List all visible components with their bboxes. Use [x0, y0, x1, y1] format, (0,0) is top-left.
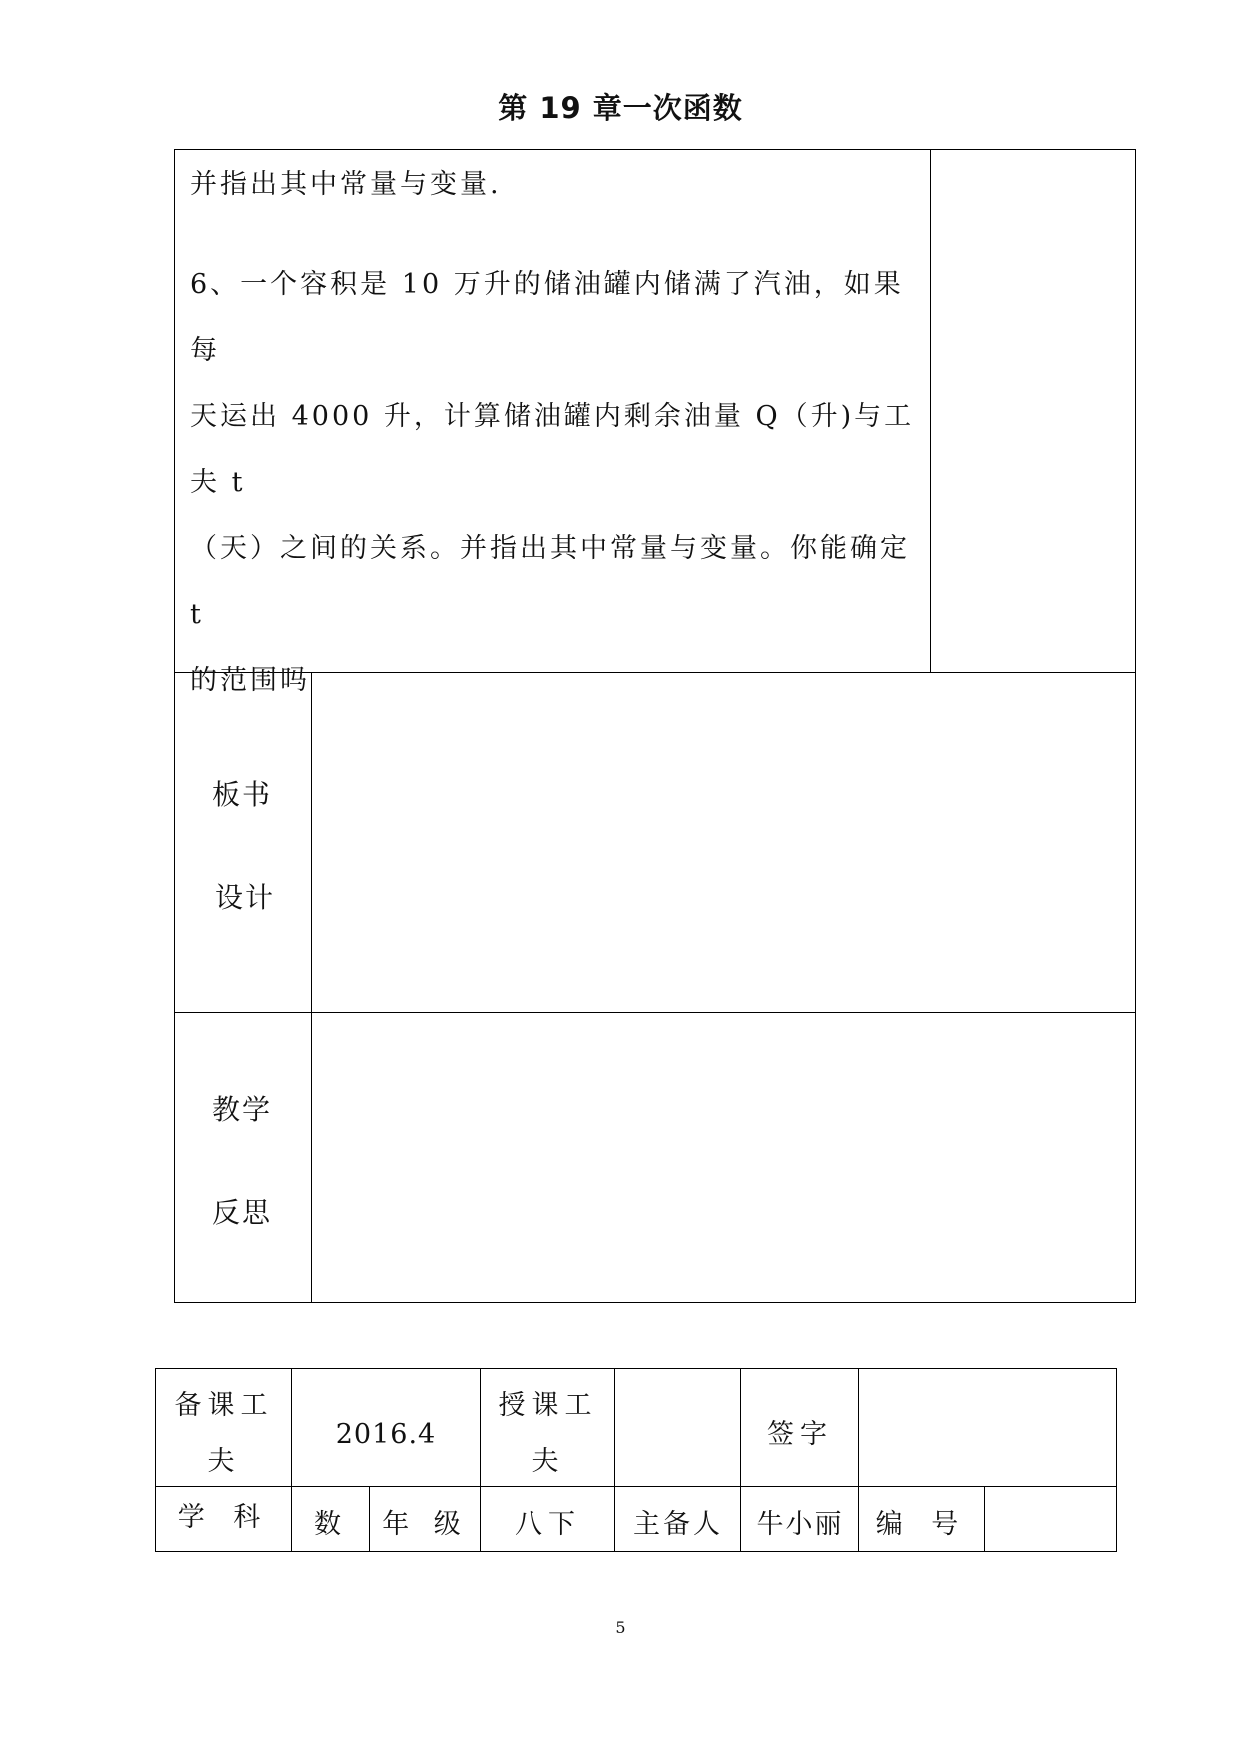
info-table-border-left [155, 1368, 156, 1552]
info-table-border-right [1116, 1368, 1117, 1552]
table-row-divider [174, 1012, 1136, 1013]
grade-label: 年 级 [382, 1509, 469, 1540]
content-line: 并指出其中常量与变量. [190, 169, 502, 200]
prep-time-label: 备课工 夫 [174, 1390, 274, 1477]
table-border-bottom [174, 1302, 1136, 1303]
info-table-col-divider [740, 1368, 741, 1552]
question-6-line: 天运出 4000 升，计算储油罐内剩余油量 Q（升)与工夫 t [190, 401, 915, 498]
grade-value: 八下 [515, 1509, 581, 1540]
info-table-col-divider [984, 1486, 985, 1552]
question-6 [190, 252, 930, 714]
table-border-left [174, 149, 175, 1303]
table-col-divider [930, 149, 931, 673]
subject-label: 学 科 [177, 1502, 271, 1533]
board-design-label-2: 设计 [214, 881, 275, 914]
board-design-label-1: 板书 [211, 778, 272, 811]
table-col-divider [311, 672, 312, 1303]
lead-value: 牛小丽 [756, 1509, 844, 1540]
info-table-col-divider [614, 1368, 615, 1552]
signature-label: 签字 [767, 1419, 833, 1450]
number-label: 编 号 [875, 1509, 969, 1540]
page-number: 5 [615, 1618, 626, 1637]
info-table-col-divider [369, 1486, 370, 1552]
question-6-line: 的范围吗 [190, 665, 310, 696]
teaching-reflection-label-2: 反思 [211, 1196, 272, 1229]
table-border-right [1135, 149, 1136, 1303]
info-table-row-divider [155, 1486, 1117, 1487]
teaching-reflection-label-1: 教学 [211, 1093, 272, 1126]
teach-time-label: 授课工 夫 [498, 1390, 598, 1477]
info-table-col-divider [858, 1368, 859, 1552]
info-table-border-top [155, 1368, 1117, 1369]
prep-time-value: 2016.4 [335, 1419, 437, 1450]
table-border-top [174, 149, 1136, 150]
info-table-col-divider [480, 1368, 481, 1552]
question-6-line: 6、一个容积是 10 万升的储油罐内储满了汽油，如果每 [190, 269, 904, 366]
page-title: 第 19 章一次函数 [498, 91, 743, 125]
subject-value: 数 [314, 1509, 347, 1540]
question-6-line: （天）之间的关系。并指出其中常量与变量。你能确定 t [190, 533, 910, 630]
lead-label: 主备人 [633, 1509, 723, 1540]
